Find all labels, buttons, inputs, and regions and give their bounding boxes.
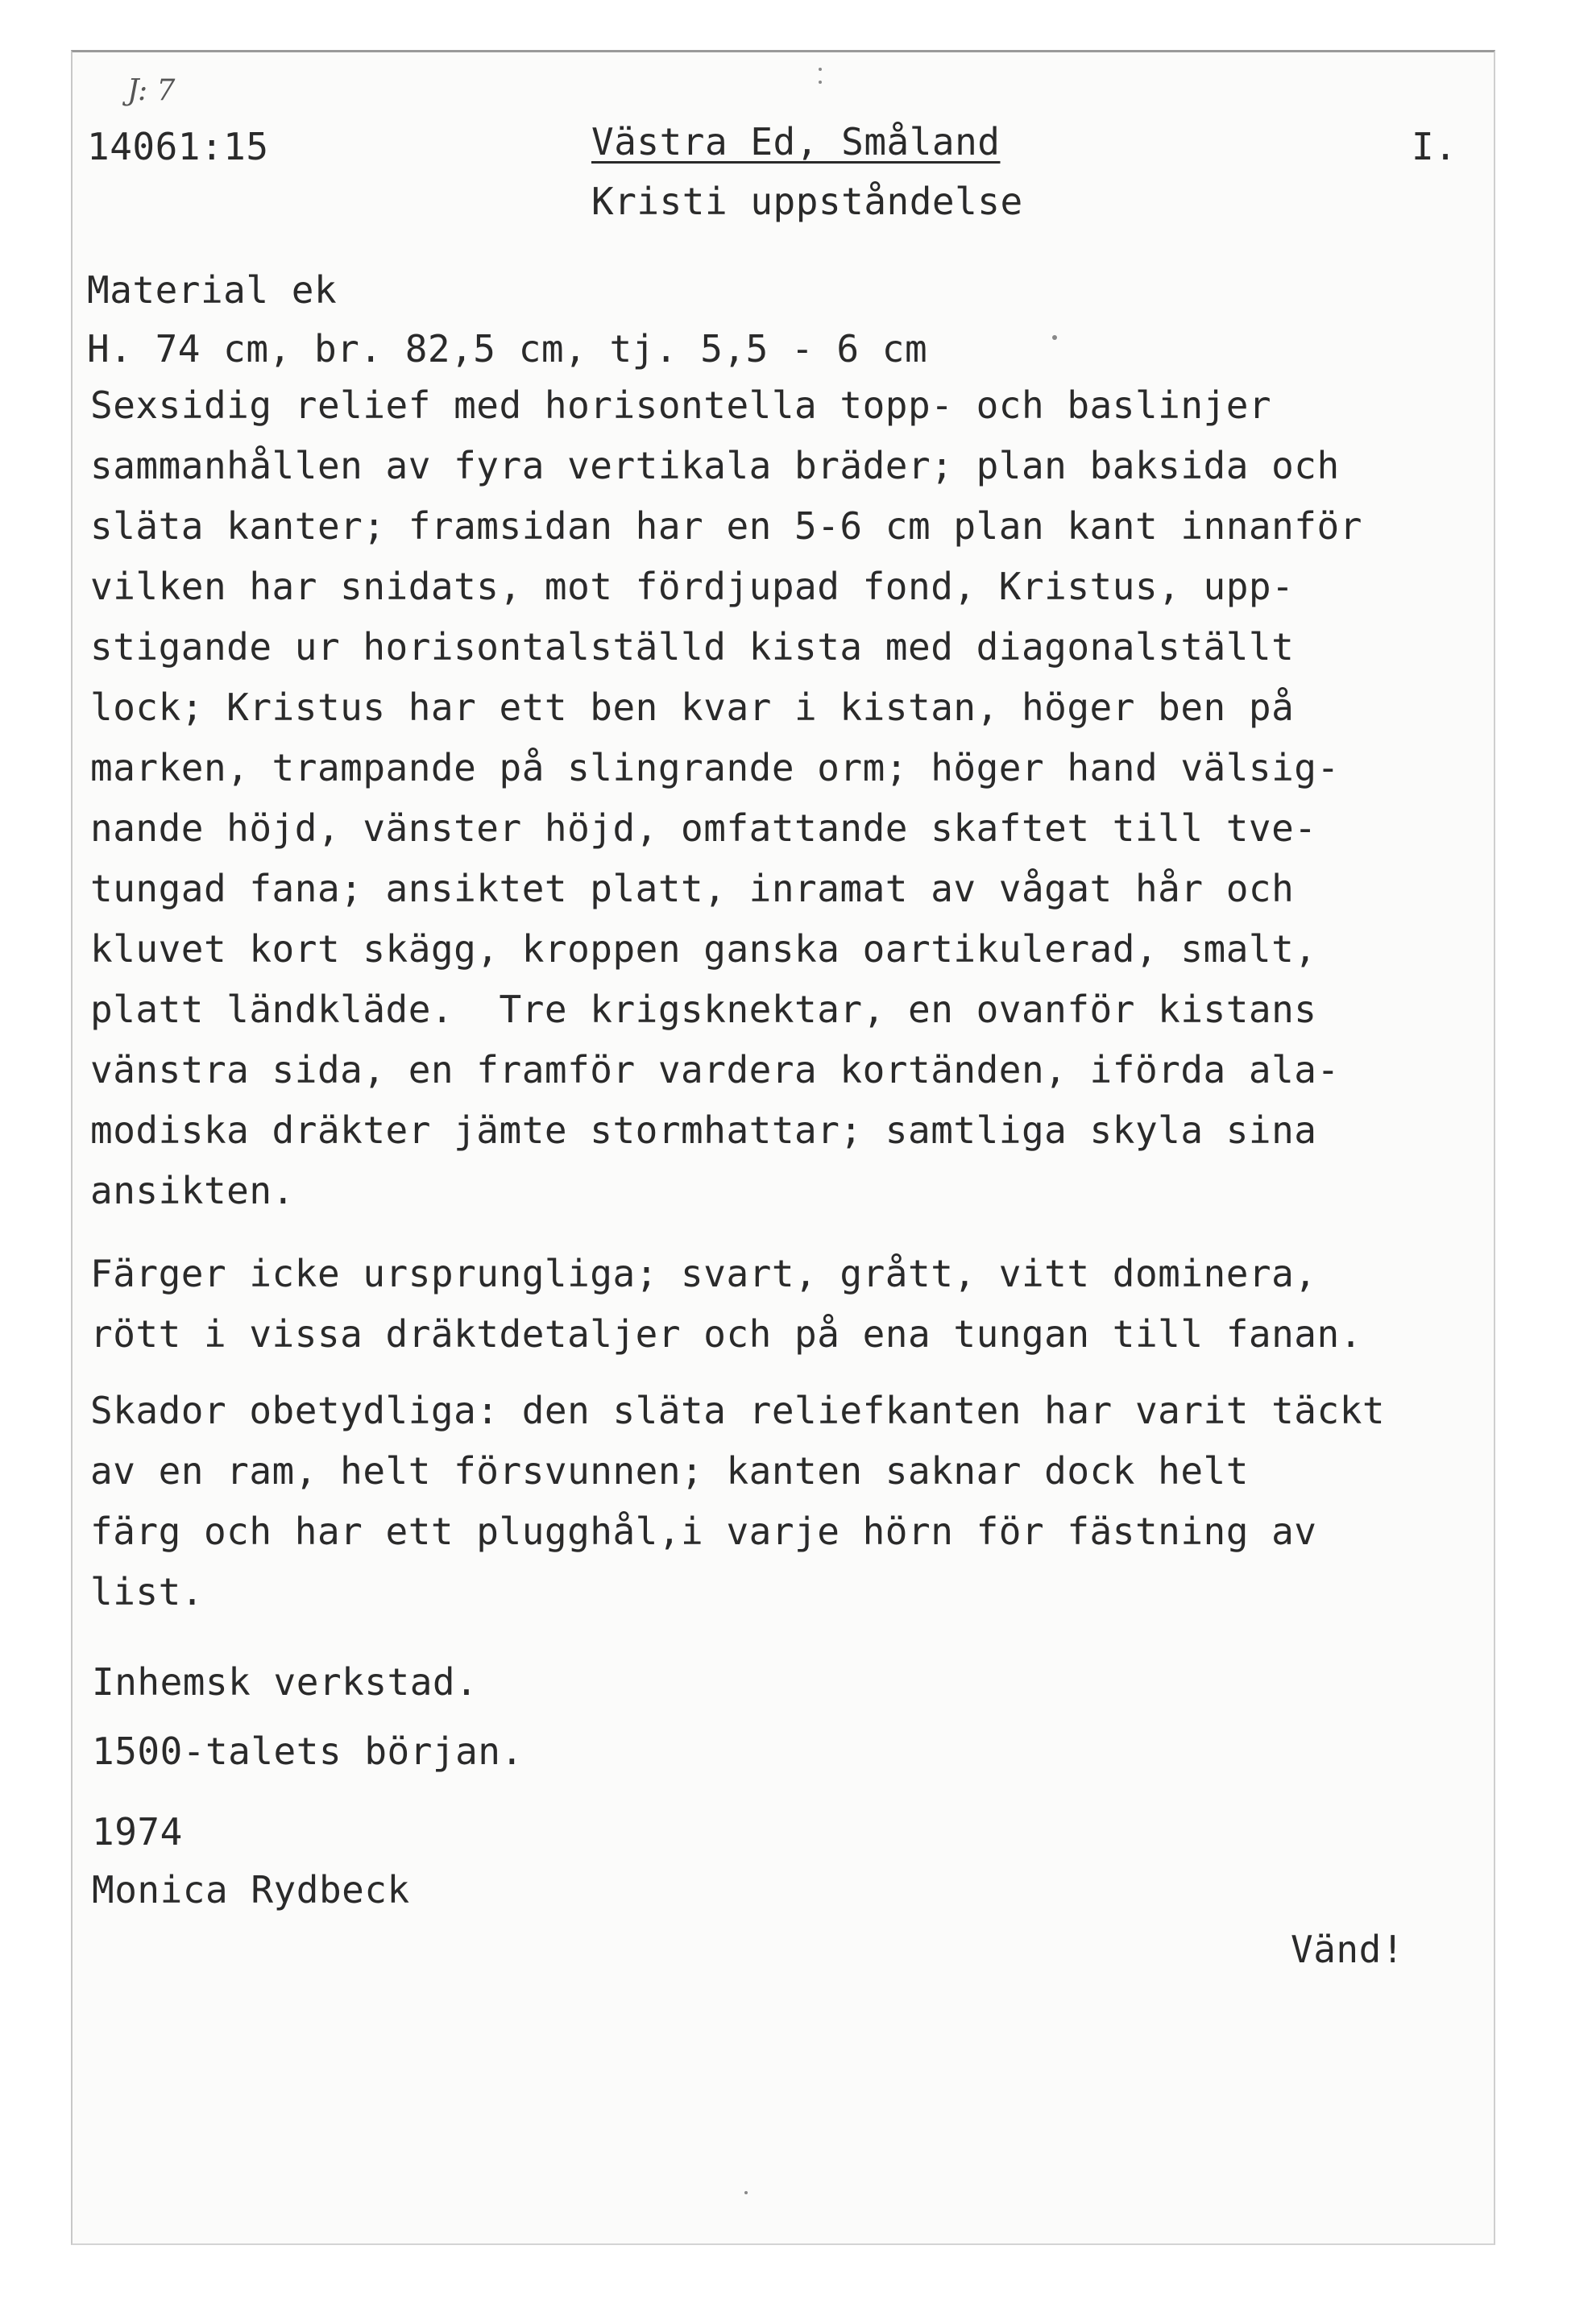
- description-line: stigande ur horisontalställd kista med diagonalställt: [90, 625, 1295, 669]
- card-number: I.: [1412, 125, 1457, 168]
- damage-line: list.: [90, 1570, 204, 1614]
- colors-line: rött i vissa dräktdetaljer och på ena tungan till fanan.: [90, 1312, 1362, 1356]
- colors-block: [90, 1244, 1460, 1365]
- speck: [819, 81, 822, 84]
- speck: [744, 2191, 748, 2194]
- description-line: kluvet kort skägg, kroppen ganska oartikulerad, smalt,: [90, 927, 1317, 971]
- dating-line: 1500-talets början.: [92, 1730, 524, 1773]
- damage-line: av en ram, helt försvunnen; kanten saknar dock helt: [90, 1449, 1249, 1493]
- author-line: Monica Rydbeck: [92, 1868, 410, 1912]
- description-line: marken, trampande på slingrande orm; höger hand välsig-: [90, 746, 1340, 789]
- damage-line: Skador obetydliga: den släta reliefkanten har varit täckt: [90, 1389, 1386, 1432]
- description-line: vilken har snidats, mot fördjupad fond, Kristus, upp-: [90, 565, 1295, 608]
- place-heading: Västra Ed, Småland: [591, 120, 1001, 164]
- handwritten-mark: J: 7: [127, 74, 176, 107]
- description-line: sammanhållen av fyra vertikala bräder; plan baksida och: [90, 444, 1340, 487]
- material-line: Material ek: [87, 268, 338, 312]
- description-line: nande höjd, vänster höjd, omfattande skaftet till tve-: [90, 806, 1317, 850]
- description-line: ansikten.: [90, 1169, 295, 1212]
- description-line: modiska dräkter jämte stormhattar; samtliga skyla sina: [90, 1108, 1317, 1152]
- description-line: lock; Kristus har ett ben kvar i kistan, höger ben på: [90, 686, 1295, 729]
- turn-note: Vänd!: [1291, 1928, 1404, 1971]
- description-line: platt ländkläde. Tre krigsknektar, en ovanför kistans: [90, 988, 1317, 1031]
- catalog-number: 14061:15: [87, 125, 269, 168]
- description-line: vänstra sida, en framför vardera kortänden, iförda ala-: [90, 1048, 1340, 1092]
- object-title: Kristi uppståndelse: [591, 180, 1023, 223]
- speck: [1052, 335, 1057, 340]
- description-line: Sexsidig relief med horisontella topp- och baslinjer: [90, 383, 1272, 427]
- workshop-line: Inhemsk verkstad.: [92, 1660, 479, 1704]
- description-block: [90, 375, 1460, 1221]
- description-line: släta kanter; framsidan har en 5-6 cm plan kant innanför: [90, 504, 1362, 548]
- speck: [819, 68, 822, 71]
- dimensions-line: H. 74 cm, br. 82,5 cm, tj. 5,5 - 6 cm: [87, 327, 928, 371]
- year-line: 1974: [92, 1810, 183, 1854]
- damage-line: färg och har ett plugghål,i varje hörn för fästning av: [90, 1510, 1317, 1553]
- colors-line: Färger icke ursprungliga; svart, grått, vitt dominera,: [90, 1252, 1317, 1295]
- description-line: tungad fana; ansiktet platt, inramat av vågat hår och: [90, 867, 1295, 910]
- damage-block: [90, 1381, 1460, 1622]
